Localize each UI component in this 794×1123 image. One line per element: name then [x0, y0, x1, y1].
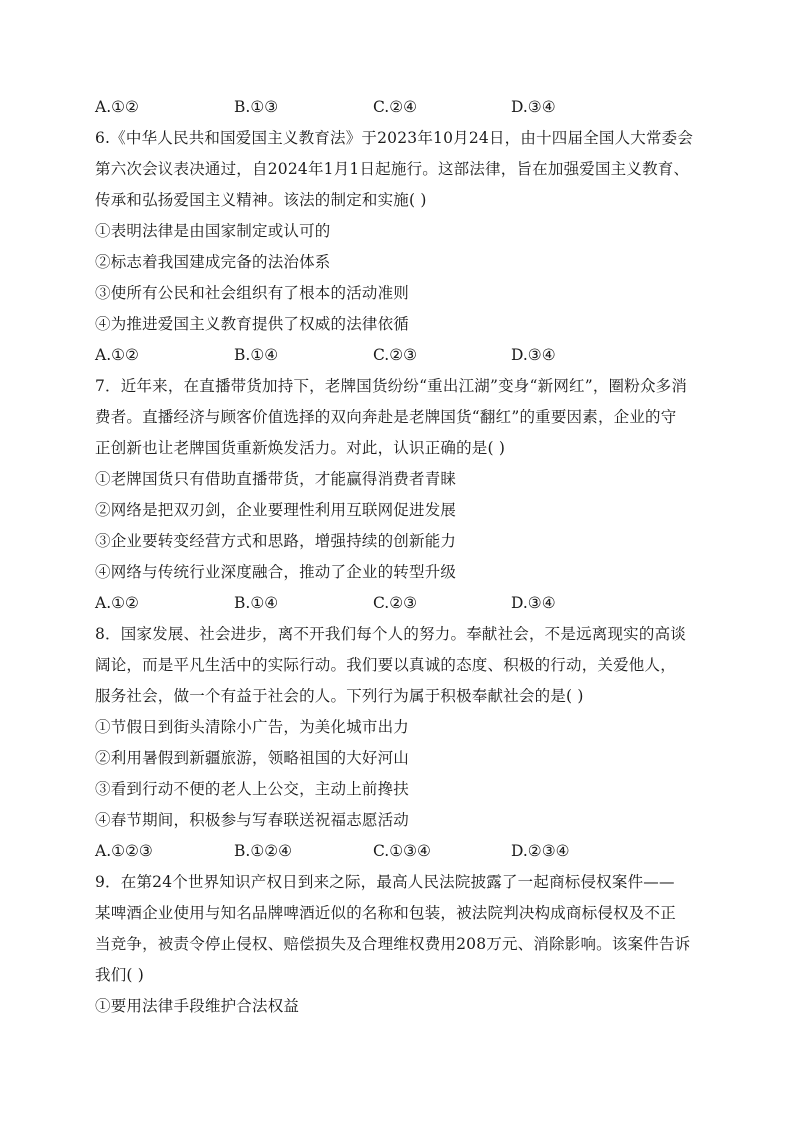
- q7-stem-line: 正创新也让老牌国货重新焕发活力。对此，认识正确的是( ): [95, 439, 506, 457]
- q6-stem-line: 传承和弘扬爱国主义精神。该法的制定和实施( ): [95, 191, 427, 209]
- q9-stem-line: 我们( ): [95, 966, 145, 984]
- q9-stem-line: 当竞争，被责令停止侵权、赔偿损失及合理维权费用208万元、消除影响。该案件告诉: [95, 935, 691, 953]
- q8-statement-4: ④春节期间，积极参与写春联送祝福志愿活动: [95, 811, 410, 829]
- q6-option-d[interactable]: D.③④: [511, 346, 556, 364]
- q7-options: [95, 592, 715, 614]
- q6-statement-3: ③使所有公民和社会组织有了根本的活动准则: [95, 284, 410, 302]
- q6-option-c[interactable]: C.②③: [373, 346, 418, 364]
- q8-stem-line: 服务社会，做一个有益于社会的人。下列行为属于积极奉献社会的是( ): [95, 687, 584, 705]
- q8-statement-1: ①节假日到街头清除小广告，为美化城市出力: [95, 718, 410, 736]
- q7-statement-3: ③企业要转变经营方式和思路，增强持续的创新能力: [95, 532, 457, 550]
- q7-option-d[interactable]: D.③④: [511, 594, 556, 612]
- q8-options: [95, 840, 715, 862]
- q9-statement-1: ①要用法律手段维护合法权益: [95, 997, 300, 1015]
- q6-stem-line: 6.《中华人民共和国爱国主义教育法》于2023年10月24日，由十四届全国人大常委会: [95, 129, 694, 147]
- q5-options: [95, 96, 715, 118]
- q7-option-c[interactable]: C.②③: [373, 594, 418, 612]
- q7-statement-2: ②网络是把双刃剑，企业要理性利用互联网促进发展: [95, 501, 457, 519]
- q8-option-b[interactable]: B.①②④: [234, 842, 293, 860]
- q5-option-c[interactable]: C.②④: [373, 98, 418, 116]
- q8-stem-line: 8．国家发展、社会进步，离不开我们每个人的努力。奉献社会，不是远离现实的高谈: [95, 625, 686, 643]
- q5-option-b[interactable]: B.①③: [234, 98, 279, 116]
- q6-option-b[interactable]: B.①④: [234, 346, 279, 364]
- q8-statement-2: ②利用暑假到新疆旅游，领略祖国的大好河山: [95, 749, 410, 767]
- q7-stem-line: 费者。直播经济与顾客价值选择的双向奔赴是老牌国货“翻红”的重要因素，企业的守: [95, 408, 677, 426]
- q5-option-a[interactable]: A.①②: [95, 98, 139, 116]
- q7-option-a[interactable]: A.①②: [95, 594, 139, 612]
- q7-statement-1: ①老牌国货只有借助直播带货，才能赢得消费者青睐: [95, 470, 457, 488]
- q8-option-a[interactable]: A.①②③: [95, 842, 153, 860]
- q6-statement-2: ②标志着我国建成完备的法治体系: [95, 253, 331, 271]
- q6-statement-1: ①表明法律是由国家制定或认可的: [95, 222, 331, 240]
- q5-option-d[interactable]: D.③④: [511, 98, 556, 116]
- q8-option-c[interactable]: C.①③④: [373, 842, 431, 860]
- q7-stem-line: 7．近年来，在直播带货加持下，老牌国货纷纷“重出江湖”变身“新网红”，圈粉众多消: [95, 377, 688, 395]
- q8-option-d[interactable]: D.②③④: [511, 842, 570, 860]
- q8-stem-line: 阔论，而是平凡生活中的实际行动。我们要以真诚的态度、积极的行动，关爱他人，: [95, 656, 676, 674]
- q8-statement-3: ③看到行动不便的老人上公交，主动上前搀扶: [95, 780, 410, 798]
- q7-statement-4: ④网络与传统行业深度融合，推动了企业的转型升级: [95, 563, 457, 581]
- q9-stem-line: 某啤酒企业使用与知名品牌啤酒近似的名称和包装，被法院判决构成商标侵权及不正: [95, 904, 676, 922]
- q9-stem-line: 9．在第24个世界知识产权日到来之际，最高人民法院披露了一起商标侵权案件——: [95, 873, 675, 891]
- q6-statement-4: ④为推进爱国主义教育提供了权威的法律依循: [95, 315, 410, 333]
- q6-option-a[interactable]: A.①②: [95, 346, 139, 364]
- q7-option-b[interactable]: B.①④: [234, 594, 279, 612]
- q6-options: [95, 344, 715, 366]
- q6-stem-line: 第六次会议表决通过，自2024年1月1日起施行。这部法律，旨在加强爱国主义教育、: [95, 160, 690, 178]
